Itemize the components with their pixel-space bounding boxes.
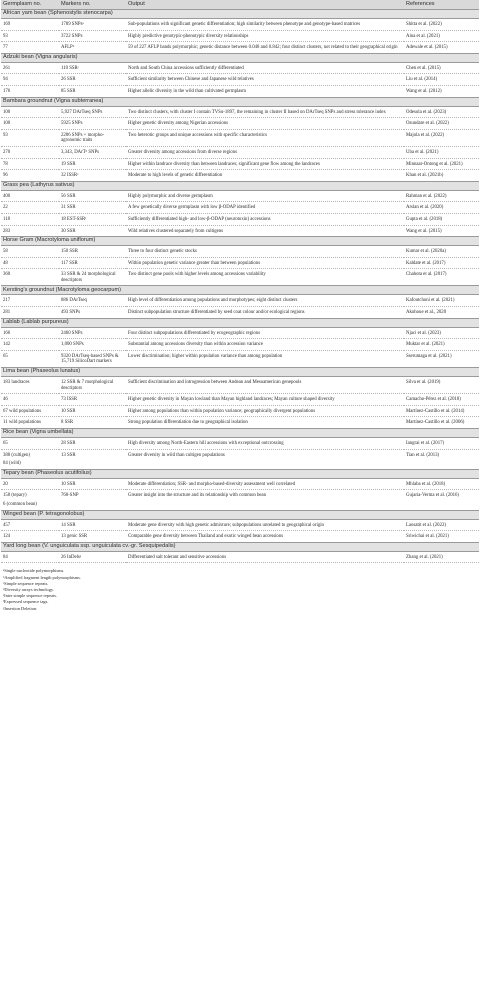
germplasm-value: 261 <box>3 65 11 71</box>
markers-value: 30 SSR <box>61 228 76 234</box>
cell-reference: Arslan et al. (2020) <box>404 202 479 214</box>
cell-markers <box>59 417 126 429</box>
germplasm-value: 77 <box>3 45 8 51</box>
cell-germplasm <box>1 170 59 182</box>
germplasm-value: 48 <box>3 260 8 266</box>
markers-value: 2460 SNPs <box>61 330 83 336</box>
germplasm-value: 400 <box>3 193 11 199</box>
germplasm-value: 46 <box>3 397 8 403</box>
germplasm-value: 142 <box>3 342 11 348</box>
germplasm-value: 93 <box>3 132 8 138</box>
cell-markers <box>59 257 126 269</box>
header-output: Output <box>126 0 404 10</box>
cell-markers <box>59 269 126 286</box>
table-row <box>1 339 479 351</box>
table-row <box>1 246 479 258</box>
markers-value: 2286 SNPs + morpho-agronomic traits <box>61 132 105 144</box>
section-row <box>1 10 479 19</box>
cell-germplasm <box>1 42 59 54</box>
section-title: Kersting's groundnut (Macrotyloma geocarpum) <box>1 286 479 295</box>
cell-reference: Martínez-Castillo et al. (2014) <box>404 405 479 417</box>
germplasm-value: 93 <box>3 33 8 39</box>
cell-markers <box>59 405 126 417</box>
cell-germplasm <box>1 257 59 269</box>
table-row <box>1 170 479 182</box>
table-row <box>1 350 479 367</box>
cell-output: Two distinct gene pools with higher levels among accessions variability <box>126 269 404 286</box>
section-title: Rice bean (Vigna umbellata) <box>1 429 479 438</box>
section-title: Lablab (Lablab purpureus) <box>1 318 479 327</box>
cell-output: Highly polymorphic and diverse germplasm <box>126 190 404 202</box>
cell-output: Sufficiently differentiated high- and low-β-ODAP (neurotoxin) accessions <box>126 213 404 225</box>
cell-germplasm <box>1 377 59 394</box>
footnote: ᵈDiversity arrays technology. <box>3 586 54 592</box>
cell-output: Comparable gene diversity between Thailand and exotic winged bean accessions <box>126 531 404 543</box>
table-row <box>1 213 479 225</box>
cell-output: Lower discrimination; higher within population variance than among population <box>126 350 404 367</box>
cell-output: Higher within landrace diversity than between landraces; significant gene flow among the landraces <box>126 158 404 170</box>
cell-markers <box>59 350 126 367</box>
cell-reference: Gujaria-Verma et al. (2016) <box>404 490 479 510</box>
cell-output: Sufficient similarity between Chinese and Japanese wild relatives <box>126 74 404 86</box>
markers-value: 110 SSRᶜ <box>61 65 79 71</box>
cell-reference: Mhlaba et al. (2018) <box>404 478 479 490</box>
cell-output: Sufficient discrimination and introgression between Andean and Mesoamerican genepools <box>126 377 404 394</box>
markers-value: 13 genic SSR <box>61 534 88 540</box>
cell-germplasm <box>1 307 59 319</box>
table-row <box>1 327 479 339</box>
cell-markers <box>59 246 126 258</box>
markers-value: 1789 SNPsᵃ <box>61 22 84 27</box>
cell-markers <box>59 213 126 225</box>
markers-value: 12 SSR & 7 morphological descriptors <box>61 380 114 391</box>
cell-germplasm <box>1 85 59 97</box>
cell-markers <box>59 42 126 54</box>
cell-germplasm <box>1 405 59 417</box>
markers-value: 32 ISSRᵉ <box>61 173 79 179</box>
table-body <box>1 10 479 563</box>
cell-output: Greater diversity among accessions from diverse regions <box>126 146 404 158</box>
section-title: Adzuki bean (Vigna angularis) <box>1 53 479 62</box>
footnote: ᶜSimple sequence repeats. <box>3 580 49 586</box>
germplasm-value: 65 <box>3 441 8 446</box>
table-row <box>1 146 479 158</box>
cell-germplasm <box>1 295 59 307</box>
markers-value: 1,000 SNPs <box>61 342 84 348</box>
cell-reference: Khan et al. (2021b) <box>404 170 479 182</box>
section-row <box>1 542 479 551</box>
table-row <box>1 490 479 510</box>
markers-value: 10 SSR <box>61 408 76 414</box>
cell-markers <box>59 551 126 563</box>
cell-output: 59 of 227 AFLP bands polymorphic; genetic distance between 0.048 and 0.842; four distinct clusters, not related to their geographical origin <box>126 42 404 54</box>
cell-output: Higher genetic diversity among Nigerian accessions <box>126 118 404 130</box>
germplasm-table <box>1 0 479 563</box>
section-title: Horse Gram (Macrotyloma uniflorum) <box>1 237 479 246</box>
markers-value: 5925 SNPs <box>61 121 83 127</box>
cell-germplasm <box>1 531 59 543</box>
cell-germplasm <box>1 438 59 450</box>
table-row <box>1 417 479 429</box>
cell-markers <box>59 339 126 351</box>
cell-reference: Sriwichai et al. (2021) <box>404 531 479 543</box>
germplasm-value: 94 <box>3 77 8 83</box>
cell-output: Differentiated salt tolerant and sensitive accessions <box>126 551 404 563</box>
markers-value: 768-SNP <box>61 493 79 499</box>
cell-output: Moderate to high levels of genetic differentiation <box>126 170 404 182</box>
cell-reference: Shitta et al. (2022) <box>404 19 479 31</box>
cell-reference: Zhang et al. (2021) <box>404 551 479 563</box>
table-row <box>1 62 479 74</box>
table-row <box>1 307 479 319</box>
markers-value: AFLPᵇ <box>61 45 75 51</box>
cell-reference: Njaci et al. (2023) <box>404 327 479 339</box>
section-row <box>1 181 479 190</box>
table-document <box>1 0 479 612</box>
markers-value: 85 SSR <box>61 88 76 94</box>
cell-reference: Tian et al. (2013) <box>404 449 479 469</box>
section-row <box>1 97 479 106</box>
cell-reference: Iangrai et al. (2017) <box>404 438 479 450</box>
germplasm-value: 270 <box>3 149 11 155</box>
markers-value: 13 SSR <box>61 452 76 458</box>
cell-reference: Chahota et al. (2017) <box>404 269 479 286</box>
cell-germplasm <box>1 339 59 351</box>
markers-value: 3,343, DArTᵈ SNPs <box>61 149 100 155</box>
cell-output: Higher genetic diversity in Mayan lowland than Mayan highland landraces; Mayan culture shaped diversity <box>126 394 404 406</box>
cell-reference: Uba et al. (2021) <box>404 146 479 158</box>
cell-output: Greater insight into the structure and its relationship with common bean <box>126 490 404 510</box>
cell-reference: Liu et al. (2014) <box>404 74 479 86</box>
cell-reference: Martínez-Castillo et al. (2006) <box>404 417 479 429</box>
table-header <box>1 0 479 10</box>
cell-germplasm <box>1 118 59 130</box>
cell-output: Highly predictive genotypic-phenotypic diversity relationships <box>126 30 404 42</box>
cell-markers <box>59 118 126 130</box>
cell-markers <box>59 449 126 469</box>
cell-output: High level of differentiation among populations and morphotypes; eight distinct clusters <box>126 295 404 307</box>
cell-output: Moderate differentiation; SSR- and morpho-based-diversity assessment well correlated <box>126 478 404 490</box>
markers-value: 886 DArTseq <box>61 298 87 304</box>
table-row <box>1 19 479 31</box>
cell-markers <box>59 170 126 182</box>
markers-value: 3722 SNPs <box>61 33 83 39</box>
section-row <box>1 368 479 377</box>
cell-reference: Chen et al. (2015) <box>404 62 479 74</box>
cell-output: Strong population differentiation due to geographical isolation <box>126 417 404 429</box>
germplasm-value: 96 <box>3 173 8 179</box>
table-row <box>1 129 479 146</box>
table-row <box>1 257 479 269</box>
section-row <box>1 469 479 478</box>
germplasm-value: 58 <box>3 249 8 255</box>
table-row <box>1 42 479 54</box>
germplasm-value: 158 (tepary) <box>3 493 27 499</box>
cell-output: A few genetically diverse germplasm with low β-ODAP identified <box>126 202 404 214</box>
cell-germplasm <box>1 394 59 406</box>
cell-germplasm <box>1 417 59 429</box>
cell-markers <box>59 85 126 97</box>
cell-output: Within population genetic variance greater than between populations <box>126 257 404 269</box>
cell-output: Wild relatives clustered separately from cultigens <box>126 225 404 237</box>
cell-germplasm <box>1 190 59 202</box>
cell-germplasm <box>1 350 59 367</box>
cell-germplasm <box>1 146 59 158</box>
cell-markers <box>59 307 126 319</box>
germplasm-value: 100 <box>3 121 11 127</box>
cell-output: Three to four distinct genetic stocks <box>126 246 404 258</box>
cell-germplasm <box>1 269 59 286</box>
table-row <box>1 478 479 490</box>
germplasm-value: 388 (cultigen) <box>3 452 31 458</box>
table-row <box>1 118 479 130</box>
germplasm-value: 457 <box>3 522 11 528</box>
cell-reference: Aina et al. (2021) <box>404 30 479 42</box>
germplasm-value: 20 <box>3 481 8 487</box>
section-title: Yard long bean (V. unguiculata ssp. unguiculata cv.-gr. Sesquipedalis) <box>1 542 479 551</box>
table-row <box>1 190 479 202</box>
cell-reference: Sserumaga et al. (2021) <box>404 350 479 367</box>
table-row <box>1 269 479 286</box>
cell-markers <box>59 225 126 237</box>
cell-reference: Kaldate et al. (2017) <box>404 257 479 269</box>
footnote: ᶠExpressed sequence tags. <box>3 599 49 605</box>
markers-value: 33 SSR & 24 morphological descriptors <box>61 272 116 283</box>
header-references: References <box>404 0 479 10</box>
cell-markers <box>59 190 126 202</box>
germplasm-value: 183 landraces <box>3 380 30 386</box>
cell-reference: Rahman et al. (2022) <box>404 190 479 202</box>
cell-markers <box>59 62 126 74</box>
cell-germplasm <box>1 225 59 237</box>
germplasm-value: 84 (wild) <box>3 461 21 467</box>
markers-value: 26 InDelsᵍ <box>61 554 82 560</box>
germplasm-value: 11 wild populations <box>3 420 41 426</box>
cell-germplasm <box>1 246 59 258</box>
cell-reference: Osundare et al. (2022) <box>404 118 479 130</box>
section-row <box>1 53 479 62</box>
cell-reference: Wang et al. (2012) <box>404 85 479 97</box>
table-row <box>1 225 479 237</box>
cell-germplasm <box>1 551 59 563</box>
table-row <box>1 405 479 417</box>
cell-germplasm <box>1 519 59 531</box>
germplasm-value: 6 (common bean) <box>3 501 37 507</box>
markers-value: 117 SSR <box>61 260 78 266</box>
cell-reference: Muktar et al. (2021) <box>404 339 479 351</box>
header-markers: Markers no. <box>59 0 126 10</box>
cell-markers <box>59 202 126 214</box>
markers-value: 28 SSR <box>61 441 76 446</box>
footnote: ᵉInter simple sequence repeats. <box>3 593 58 599</box>
cell-reference: Laosatit et al. (2022) <box>404 519 479 531</box>
cell-germplasm <box>1 62 59 74</box>
table-row <box>1 106 479 118</box>
markers-value: 31 SSR <box>61 205 76 211</box>
markers-value: 8 SSR <box>61 420 74 426</box>
cell-output: North and South China accessions sufficiently differentiated <box>126 62 404 74</box>
cell-germplasm <box>1 449 59 469</box>
cell-reference: Adewale et al. (2015) <box>404 42 479 54</box>
cell-markers <box>59 519 126 531</box>
germplasm-value: 176 <box>3 88 11 94</box>
cell-markers <box>59 327 126 339</box>
germplasm-value: 65 <box>3 353 8 359</box>
germplasm-value: 360 <box>3 272 11 278</box>
markers-value: 5,927 DArTseq SNPs <box>61 109 103 115</box>
section-row <box>1 318 479 327</box>
section-title: Lima bean (Phaseolus lunatus) <box>1 368 479 377</box>
cell-reference: Wang et al. (2015) <box>404 225 479 237</box>
table-row <box>1 74 479 86</box>
markers-value: 26 SSR <box>61 77 76 83</box>
cell-reference: Kafoutchoni et al. (2021) <box>404 295 479 307</box>
markers-value: 14 SSR <box>61 522 76 528</box>
germplasm-value: 124 <box>3 534 11 540</box>
cell-germplasm <box>1 327 59 339</box>
germplasm-value: 217 <box>3 298 11 304</box>
cell-reference: Odesola et al. (2023) <box>404 106 479 118</box>
cell-markers <box>59 377 126 394</box>
cell-output: Two heterotic groups and unique accessions with specific characteristics <box>126 129 404 146</box>
table-row <box>1 394 479 406</box>
footnote: ᵍInsertion Deletion. <box>3 605 38 611</box>
germplasm-value: 22 <box>3 205 8 211</box>
germplasm-value: 78 <box>3 161 8 167</box>
table-row <box>1 30 479 42</box>
cell-output: Four distinct subpopulations differentiated by ecogeographic regions <box>126 327 404 339</box>
section-title: Bambara groundnut (Vigna subterranea) <box>1 97 479 106</box>
cell-reference: Silva et al. (2019) <box>404 377 479 394</box>
cell-germplasm <box>1 490 59 510</box>
cell-markers <box>59 74 126 86</box>
cell-reference: Majola et al. (2022) <box>404 129 479 146</box>
cell-output: Moderate gene diversity with high genetic admixture; subpopulations unrelated to geographical origin <box>126 519 404 531</box>
cell-markers <box>59 394 126 406</box>
cell-output: Higher among populations than within population variance; geographically divergent populations <box>126 405 404 417</box>
cell-germplasm <box>1 478 59 490</box>
footnote: ᵇAmplified fragment length polymorphisms. <box>3 574 81 580</box>
cell-germplasm <box>1 129 59 146</box>
table-row <box>1 449 479 469</box>
germplasm-value: 166 <box>3 330 11 336</box>
cell-germplasm <box>1 213 59 225</box>
cell-output: Higher allelic diversity in the wild than cultivated germplasm <box>126 85 404 97</box>
cell-reference: Camacho-Pérez et al. (2018) <box>404 394 479 406</box>
cell-markers <box>59 158 126 170</box>
section-row <box>1 510 479 519</box>
germplasm-value: 283 <box>3 228 11 234</box>
cell-germplasm <box>1 30 59 42</box>
cell-markers <box>59 295 126 307</box>
section-title: Winged bean (P. tetragonolobus) <box>1 510 479 519</box>
table-row <box>1 377 479 394</box>
germplasm-value: 281 <box>3 310 11 316</box>
footnote: ᵃSingle nucleotide polymorphisms. <box>3 568 65 574</box>
table-row <box>1 438 479 450</box>
markers-value: 56 SSR <box>61 193 76 199</box>
markers-value: 73 ISSR <box>61 397 78 403</box>
cell-reference: Gupta et al. (2018) <box>404 213 479 225</box>
germplasm-value: 100 <box>3 109 11 115</box>
germplasm-value: 118 <box>3 216 11 222</box>
cell-output: Sub-populations with significant genetic differentiation; high similarity between phenotype and genotype-based matrices <box>126 19 404 31</box>
section-row <box>1 286 479 295</box>
cell-output: Greater diversity in wild than cultigen populations <box>126 449 404 469</box>
cell-reference: Akohoue et al., 2020 <box>404 307 479 319</box>
markers-value: 10 SSR <box>61 481 76 487</box>
section-title: Grass pea (Lathyrus sativus) <box>1 181 479 190</box>
germplasm-value: 84 <box>3 554 8 560</box>
cell-markers <box>59 438 126 450</box>
cell-markers <box>59 490 126 510</box>
header-germplasm: Germplasm no. <box>1 0 59 10</box>
cell-germplasm <box>1 106 59 118</box>
section-title: Tepary bean (Phaseolus acutifolius) <box>1 469 479 478</box>
cell-reference: Minnaar-Ontong et al. (2021) <box>404 158 479 170</box>
cell-output: High diversity among North-Eastern hill accessions with exceptional outcrossing <box>126 438 404 450</box>
table-row <box>1 85 479 97</box>
cell-output: Substantial among accessions diversity than within accession variance <box>126 339 404 351</box>
cell-markers <box>59 129 126 146</box>
section-title: African yam bean (Sphenostylis stenocarpa) <box>1 10 479 19</box>
markers-value: 9320 DArTseq-based SNPs & 15,719 SilicoDart markers <box>61 353 119 365</box>
section-row <box>1 429 479 438</box>
markers-value: 19 SSR <box>61 161 76 167</box>
table-row <box>1 158 479 170</box>
cell-germplasm <box>1 202 59 214</box>
germplasm-value: 67 wild populations <box>3 408 42 414</box>
germplasm-value: 169 <box>3 22 11 27</box>
cell-markers <box>59 478 126 490</box>
markers-value: 493 SNPs <box>61 310 81 316</box>
markers-value: 18 EST-SSRᶠ <box>61 216 87 222</box>
table-row <box>1 295 479 307</box>
table-row <box>1 531 479 543</box>
table-row <box>1 551 479 563</box>
cell-germplasm <box>1 19 59 31</box>
cell-reference: Kumar et al. (2020a) <box>404 246 479 258</box>
cell-markers <box>59 19 126 31</box>
cell-markers <box>59 531 126 543</box>
section-row <box>1 237 479 246</box>
cell-germplasm <box>1 158 59 170</box>
cell-germplasm <box>1 74 59 86</box>
table-row <box>1 202 479 214</box>
footnotes <box>1 568 479 611</box>
cell-markers <box>59 30 126 42</box>
cell-output: Two distinct clusters, with cluster I contain TVSu-1897, the remaining in cluster II based on DArTseq SNPs and stress tolerance index <box>126 106 404 118</box>
cell-markers <box>59 146 126 158</box>
markers-value: 150 SSR <box>61 249 78 255</box>
cell-output: Distinct subpopulation structure differentiated by seed coat colour and/or ecological regions <box>126 307 404 319</box>
table-row <box>1 519 479 531</box>
cell-markers <box>59 106 126 118</box>
